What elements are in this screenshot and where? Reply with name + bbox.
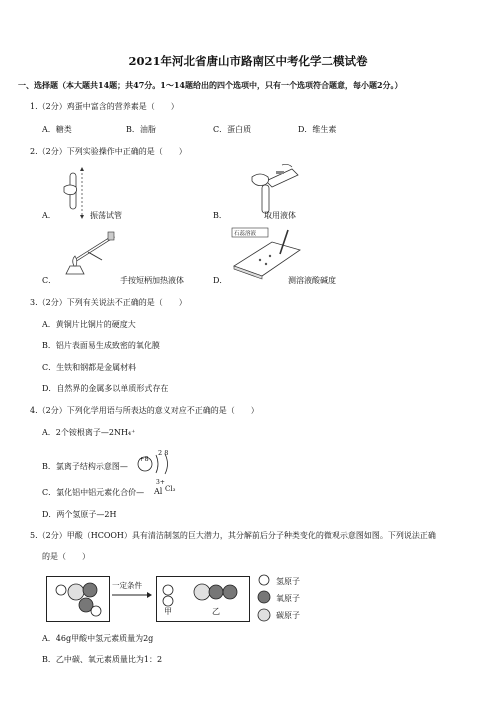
question-4-option-b: B．氯离子结构示意图— <box>42 462 128 471</box>
page-title: 2021年河北省唐山市路南区中考化学二模试卷 <box>128 54 368 68</box>
question-3-option-d: D．自然界的金属多以单质形式存在 <box>42 384 169 393</box>
question-2-option-c: C． <box>42 276 57 285</box>
question-3-option-c: C．生铁和钢都是金属材料 <box>42 363 137 372</box>
section-heading: 一、选择题（本大题共14题；共47分。1～14题给出的四个选项中，只有一个选项符合题意，每小题2分。） <box>18 80 403 90</box>
question-3-stem: 3.（2分）下列有关说法不正确的是（ ） <box>30 298 187 307</box>
reaction-arrow <box>110 590 154 600</box>
product-label-jia: 甲 <box>164 607 172 616</box>
question-1-option-b: B．油脂 <box>126 125 156 134</box>
question-5-option-b: B．乙中碳、氧元素质量比为1：2 <box>42 655 163 664</box>
question-4-option-c: C．氯化铝中铝元素化合价— <box>42 488 145 497</box>
legend-hydrogen: 氢原子 <box>276 577 300 586</box>
nucleus-charge: +8 <box>139 455 149 463</box>
reaction-condition: 一定条件 <box>112 581 142 590</box>
legend-carbon: 碳原子 <box>276 611 300 620</box>
question-4-stem: 4.（2分）下列化学用语与所表达的意义对应不正确的是（ ） <box>30 406 259 415</box>
question-1-stem: 1.（2分）鸡蛋中富含的营养素是（ ） <box>30 102 179 111</box>
heat-liquid-figure <box>58 230 130 278</box>
question-2-stem: 2.（2分）下列实验操作中正确的是（ ） <box>30 147 187 156</box>
atom-legend-symbols <box>256 573 272 623</box>
question-1-option-c: C．蛋白质 <box>213 125 252 134</box>
question-2-option-b: B． <box>213 211 227 220</box>
reactant-molecules <box>46 576 110 622</box>
question-2-option-b-caption: 取用液体 <box>264 211 296 220</box>
question-2-option-a: A． <box>42 211 56 220</box>
question-2-option-a-caption: 振荡试管 <box>90 211 122 220</box>
question-3-option-b: B．铝片表面易生成致密的氧化膜 <box>42 341 160 350</box>
question-5-stem-line-1: 5.（2分）甲酸（HCOOH）具有清洁制氢的巨大潜力，其分解前后分子种类变化的微观示意图如图。下列说法正确 <box>30 531 436 540</box>
question-4-option-d: D．两个氢原子—2H <box>42 510 117 519</box>
question-4-option-a: A．2个铵根离子—2NH₄⁺ <box>42 428 136 437</box>
question-1-option-a: A．糖类 <box>42 125 72 134</box>
ph-paper-label: 石蕊溶液 <box>234 231 257 237</box>
valence-mark: 3+ <box>156 479 165 486</box>
chlorine-symbol: Cl₃ <box>165 485 176 493</box>
question-5-stem-line-2: 的是（ ） <box>42 552 90 561</box>
question-1-option-d: D．维生素 <box>298 125 337 134</box>
electron-shells: 2 8 <box>158 449 169 457</box>
aluminum-symbol: Al <box>154 487 163 496</box>
legend-oxygen: 氧原子 <box>276 594 300 603</box>
question-2-option-c-caption: 手按短柄加热液体 <box>120 276 184 285</box>
question-5-option-a: A．46g甲酸中氢元素质量为2g <box>42 634 154 643</box>
pour-liquid-figure <box>232 163 302 215</box>
question-2-option-d: D． <box>213 276 228 285</box>
question-3-option-a: A．黄铜片比铜片的硬度大 <box>42 320 136 329</box>
question-2-option-d-caption: 测溶液酸碱度 <box>288 276 336 285</box>
product-label-yi: 乙 <box>212 607 220 616</box>
